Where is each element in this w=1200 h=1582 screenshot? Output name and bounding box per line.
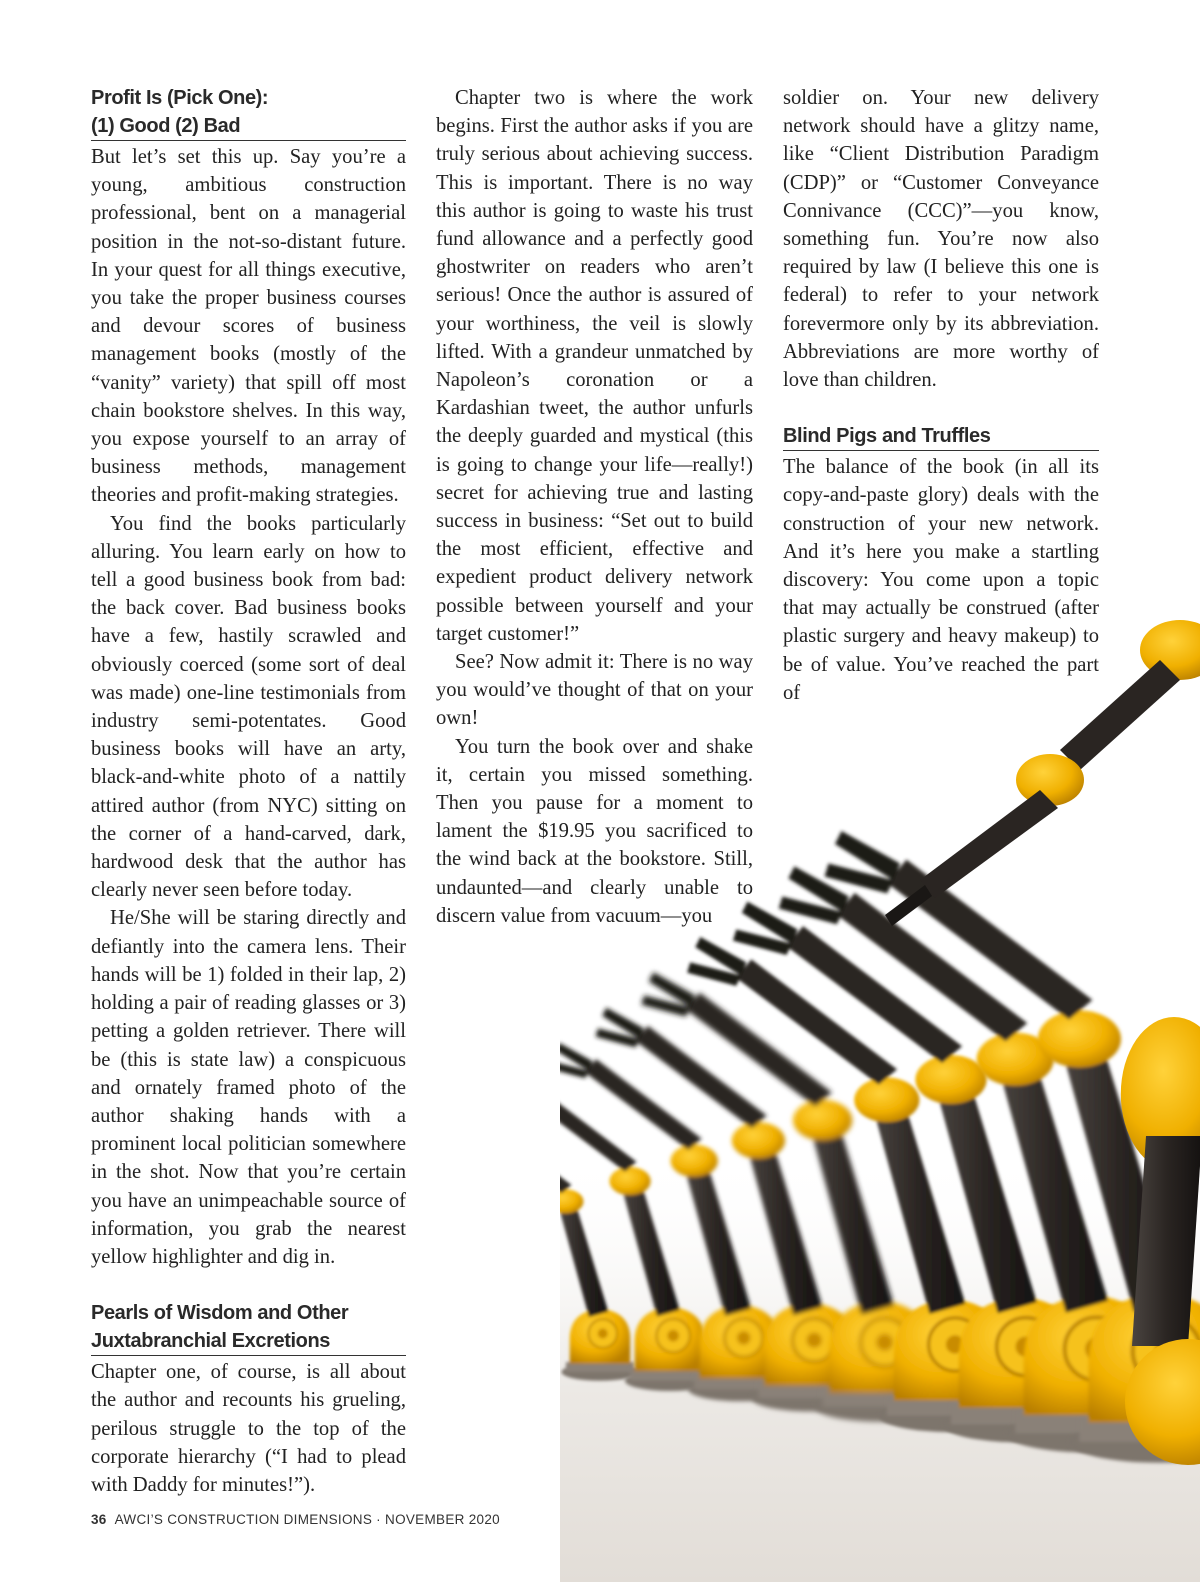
paragraph: He/She will be staring directly and defiantly into the camera lens. Their hands will be 1) folded in their lap, 2) holding a pair of reading glasses or 3) petting a golden retriever. There will be (this is state law) a conspicuous and ornately framed photo of the author shaking hands with a prominent local politician somewhere in the shot. Now that you’re certain you have an unimpeachable source of information, you grab the nearest yellow highlighter and dig in.	[91, 907, 406, 1268]
paragraph: You find the books particularly alluring. You learn early on how to tell a good business book from bad: the back cover. Bad business books have a few, hastily scrawled and obviously coerced (some sort of deal was made) one-line testimonials from industry semi-potentates. Good business books will have an arty, black-and-white photo of a nattily attired author (from NYC) sitting on the corner of a hand-carved, dark, hardwood desk that the author has clearly never seen before today.	[91, 512, 406, 902]
heading-line: Juxtabranchial Excretions	[91, 1330, 330, 1353]
paragraph: Chapter two is where the work begins. First the author asks if you are truly serious about achieving success. This is important. There is no way this author is going to waste his trust fund allowance and a perfectly good ghostwriter on readers who aren’t serious! Once the author is assured of your worthiness, the veil is slowly lifted. With a grandeur unmatched by Napoleon’s coronation or a Kardashian tweet, the author unfurls the deeply guarded and mystical (this is going to change your life—really!) secret for achieving true and lasting success in business: “Set out to build the most efficient, effective and expedient product delivery network possible between yourself and your target customer!”	[436, 87, 753, 645]
article-column-2	[436, 84, 753, 930]
article-column-1	[91, 84, 406, 1499]
section-heading-profit	[91, 84, 406, 141]
section-heading-blind-pigs	[783, 422, 1099, 451]
paragraph: See? Now admit it: There is no way you would’ve thought of that on your own!	[436, 651, 753, 730]
article-column-3	[783, 84, 1099, 707]
page-number: 36	[91, 1512, 107, 1527]
paragraph: The balance of the book (in all its copy-and-paste glory) deals with the construction of your new network. And it’s here you make a startling discovery: You come upon a topic that may actually be construed (after plastic surgery and heavy makeup) to be of value. You’ve reached the part of	[783, 456, 1099, 704]
paragraph: Chapter one, of course, is all about the author and recounts his grueling, perilous struggle to the top of the corporate hierarchy (“I had to plead with Daddy for minutes!”).	[91, 1361, 406, 1496]
paragraph: But let’s set this up. Say you’re a young, ambitious construction professional, bent on a managerial position in the not-so-distant future. In your quest for all things executive, you take the proper business courses and devour scores of business management books (mostly of the “vanity” variety) that spill off most chain bookstore shelves. In this way, you expose yourself to an array of business methods, management theories and profit-making strategies.	[91, 146, 406, 507]
page-footer	[91, 1512, 500, 1527]
heading-line: Blind Pigs and Truffles	[783, 425, 991, 448]
paragraph: You turn the book over and shake it, certain you missed something. Then you pause for a moment to lament the $19.95 you sacrificed to the wind back at the bookstore. Still, undaunted—and clearly unable to discern value from vacuum—you	[436, 735, 753, 927]
heading-line: Profit Is (Pick One):	[91, 87, 269, 109]
heading-line: Pearls of Wisdom and Other	[91, 1302, 349, 1325]
publication-line: AWCI’S CONSTRUCTION DIMENSIONS · NOVEMBER 2020	[114, 1512, 500, 1527]
paragraph: soldier on. Your new delivery network should have a glitzy name, like “Client Distribution Paradigm (CDP)” or “Customer Conveyance Connivance (CCC)”—you know, something fun. You’re now also required by law (I believe this one is federal) to refer to your network forevermore only by its abbreviation. Abbreviations are more worthy of love than children.	[783, 87, 1099, 392]
section-heading-pearls	[91, 1299, 406, 1356]
heading-line: (1) Good (2) Bad	[91, 115, 241, 137]
